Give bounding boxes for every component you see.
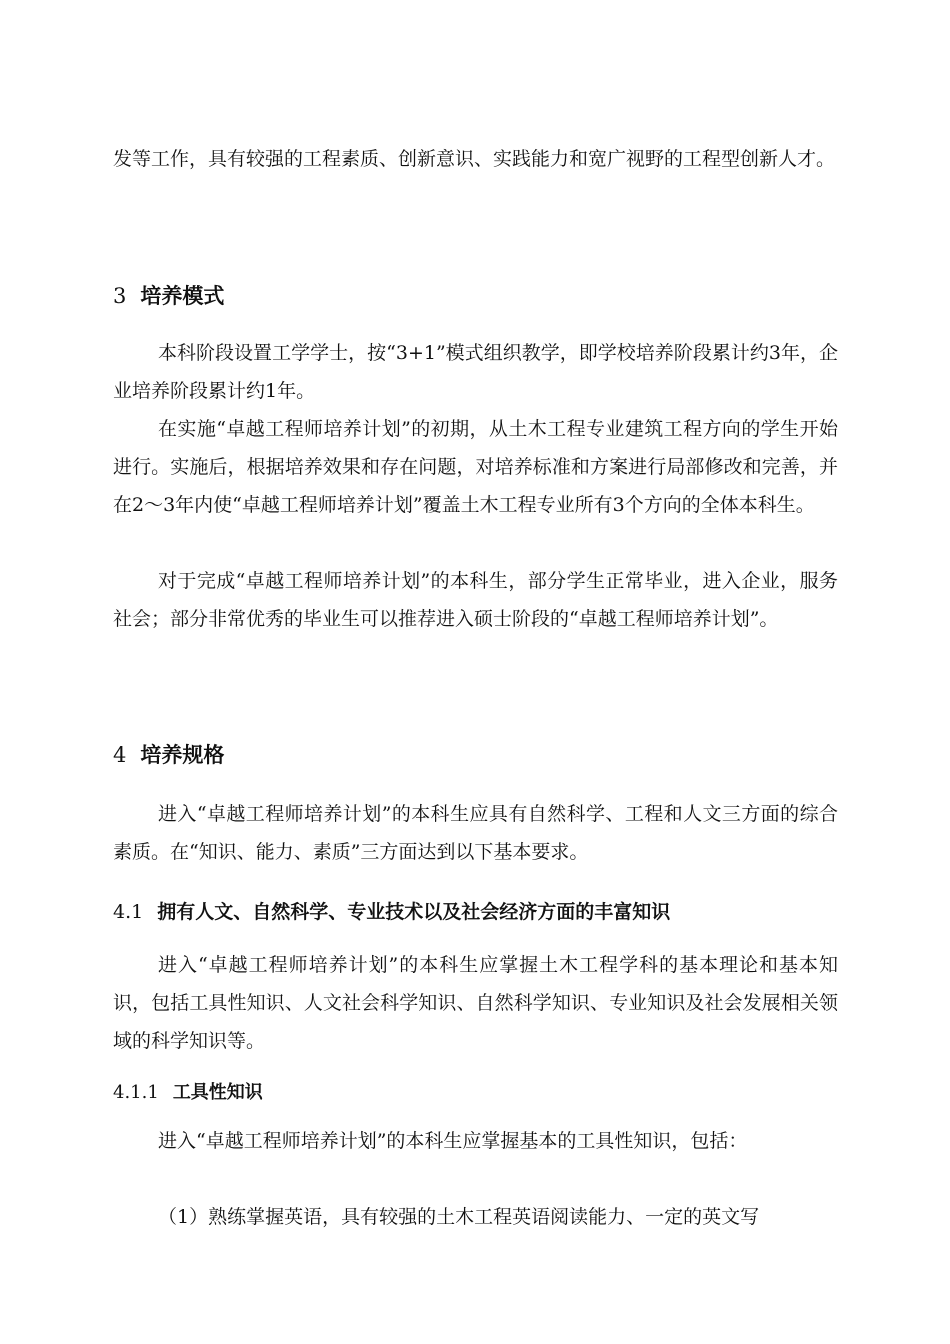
section-4-1-number: 4.1	[113, 901, 144, 923]
section-3-heading	[113, 281, 224, 311]
section-4-paragraph: 进入“卓越工程师培养计划”的本科生应具有自然科学、工程和人文三方面的综合素质。在“知识、能力、素质”三方面达到以下基本要求。	[113, 803, 838, 863]
section-4-1-1-title: 工具性知识	[172, 1082, 263, 1103]
section-3-title: 培养模式	[140, 284, 225, 308]
section-3-paragraph-1: 本科阶段设置工学学士，按“3+1”模式组织教学，即学校培养阶段累计约3年，企业培养阶段累计约1年。	[113, 342, 838, 402]
section-4-1-1-item-1: （1）熟练掌握英语，具有较强的土木工程英语阅读能力、一定的英文写	[158, 1206, 760, 1228]
section-4-1-paragraph: 进入“卓越工程师培养计划”的本科生应掌握土木工程学科的基本理论和基本知识，包括工具性知识、人文社会科学知识、自然科学知识、专业知识及社会发展相关领域的科学知识等。	[113, 954, 838, 1052]
section-4-heading	[113, 740, 224, 770]
intro-paragraph: 发等工作，具有较强的工程素质、创新意识、实践能力和宽广视野的工程型创新人才。	[113, 148, 836, 170]
section-3-number: 3	[113, 284, 127, 308]
section-4-1-1-paragraph: 进入“卓越工程师培养计划”的本科生应掌握基本的工具性知识，包括：	[158, 1130, 748, 1152]
section-4-1-title: 拥有人文、自然科学、专业技术以及社会经济方面的丰富知识	[157, 901, 671, 923]
section-4-1-1-heading	[113, 1079, 263, 1107]
section-4-1-1-number: 4.1.1	[113, 1082, 159, 1103]
section-4-title: 培养规格	[140, 743, 225, 767]
section-3-paragraph-3: 对于完成“卓越工程师培养计划”的本科生，部分学生正常毕业，进入企业，服务社会；部分非常优秀的毕业生可以推荐进入硕士阶段的“卓越工程师培养计划”。	[113, 570, 838, 630]
section-4-number: 4	[113, 743, 127, 767]
section-4-1-heading	[113, 898, 670, 926]
section-3-paragraph-2: 在实施“卓越工程师培养计划”的初期，从土木工程专业建筑工程方向的学生开始进行。实施后，根据培养效果和存在问题，对培养标准和方案进行局部修改和完善，并在2～3年内使“卓越工程师培养计划”覆盖土木工程专业所有3个方向的全体本科生。	[113, 418, 838, 516]
